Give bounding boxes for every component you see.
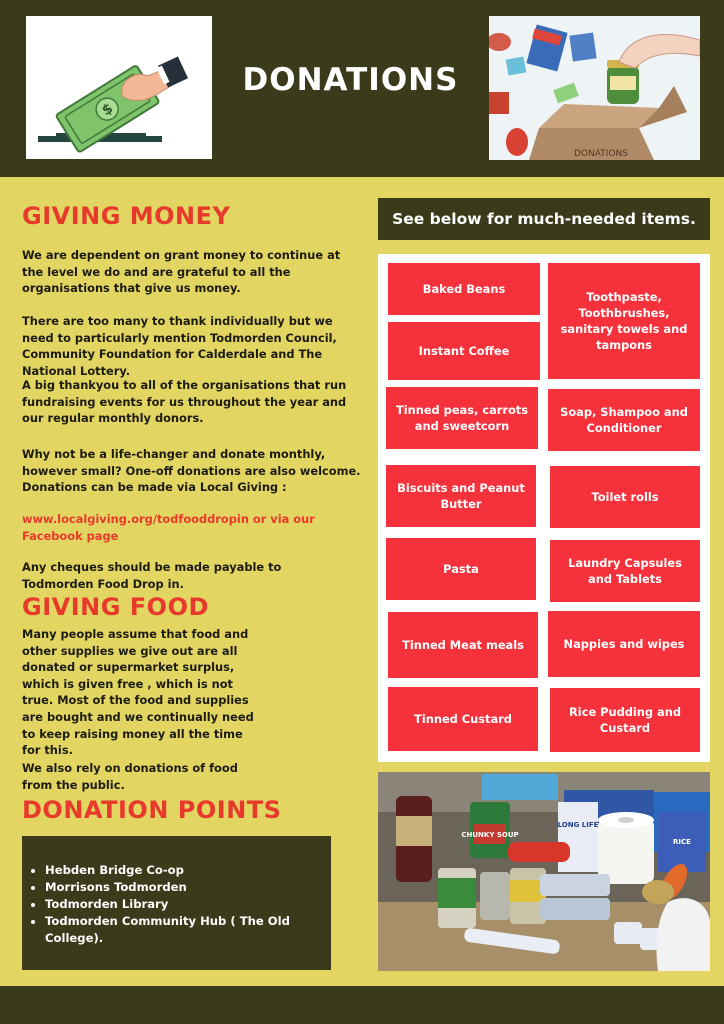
giving-food-paragraph-1: Many people assume that food and other supplies we give out are all donated or supermarket surplus, which is given free , which is not true. Most of the food and supplies are bought and we continually need to keep raising money all the time for this. bbox=[22, 627, 254, 758]
needed-items-banner: See below for much-needed items. bbox=[378, 198, 710, 240]
needed-item: Toothpaste, Toothbrushes, sanitary towels and tampons bbox=[548, 263, 700, 379]
needed-item: Pasta bbox=[386, 538, 536, 600]
giving-money-heading: GIVING MONEY bbox=[22, 202, 231, 230]
needed-item: Biscuits and Peanut Butter bbox=[386, 465, 536, 527]
grocery-donation-illustration bbox=[489, 16, 700, 160]
giving-food-heading: GIVING FOOD bbox=[22, 593, 209, 621]
local-giving-paragraph: Donations can be made via Local Giving : bbox=[22, 480, 287, 494]
footer-bar bbox=[0, 986, 724, 1024]
needed-item: Rice Pudding and Custard bbox=[550, 688, 700, 752]
list-item: • Morrisons Todmorden bbox=[45, 879, 315, 896]
giving-food-paragraph-2: We also rely on donations of food from the public. bbox=[22, 761, 238, 792]
donation-points-heading: DONATION POINTS bbox=[22, 796, 282, 824]
list-item: • Todmorden Library bbox=[45, 896, 315, 913]
giving-money-paragraph-1: We are dependent on grant money to continue at the level we do and are grateful to all the organisations that give us money. bbox=[22, 248, 341, 296]
needed-item: Baked Beans bbox=[388, 263, 540, 315]
donation-points-list bbox=[22, 862, 315, 947]
long-life-label: LONG LIFE bbox=[557, 821, 599, 829]
needed-item: Laundry Capsules and Tablets bbox=[550, 540, 700, 602]
header-bar bbox=[0, 0, 724, 177]
page-title: DONATIONS bbox=[242, 62, 459, 98]
groceries-box-icon bbox=[489, 16, 700, 160]
food-items-image bbox=[378, 772, 710, 971]
rice-label: RICE bbox=[673, 838, 691, 846]
donation-points-box bbox=[22, 836, 331, 970]
needed-item: Toilet rolls bbox=[550, 466, 700, 528]
giving-money-paragraph-2: There are too many to thank individually but we need to particularly mention Todmorden Council, Community Foundation for Calderdale and The National Lottery. bbox=[22, 314, 337, 378]
soup-label: CHUNKY SOUP bbox=[461, 831, 519, 839]
svg-text:$: $ bbox=[99, 100, 117, 120]
cheques-paragraph: Any cheques should be made payable to Todmorden Food Drop in. bbox=[22, 560, 282, 591]
money-donation-illustration bbox=[26, 16, 212, 159]
needed-item: Tinned Meat meals bbox=[388, 612, 538, 678]
needed-item: Nappies and wipes bbox=[548, 611, 700, 677]
list-item: • Todmorden Community Hub ( The Old College). bbox=[45, 913, 315, 947]
donated-food-photo bbox=[378, 772, 710, 971]
list-item: • Hebden Bridge Co-op bbox=[45, 862, 315, 879]
hand-money-icon bbox=[26, 16, 212, 159]
needed-item: Tinned Custard bbox=[388, 687, 538, 751]
giving-money-paragraph-3: A big thankyou to all of the organisations that run fundraising events for us throughout the year and our regular monthly donors. bbox=[22, 378, 347, 426]
needed-item: Instant Coffee bbox=[388, 322, 540, 380]
donate-monthly-paragraph: Why not be a life-changer and donate monthly, however small? One-off donations are also welcome. bbox=[22, 447, 361, 478]
needed-item: Tinned peas, carrots and sweetcorn bbox=[386, 387, 538, 449]
needed-item: Soap, Shampoo and Conditioner bbox=[548, 389, 700, 451]
donation-link[interactable]: www.localgiving.org/todfooddropin or via our Facebook page bbox=[22, 512, 315, 543]
needed-items-panel bbox=[378, 254, 710, 762]
box-caption: DONATIONS bbox=[574, 149, 628, 159]
